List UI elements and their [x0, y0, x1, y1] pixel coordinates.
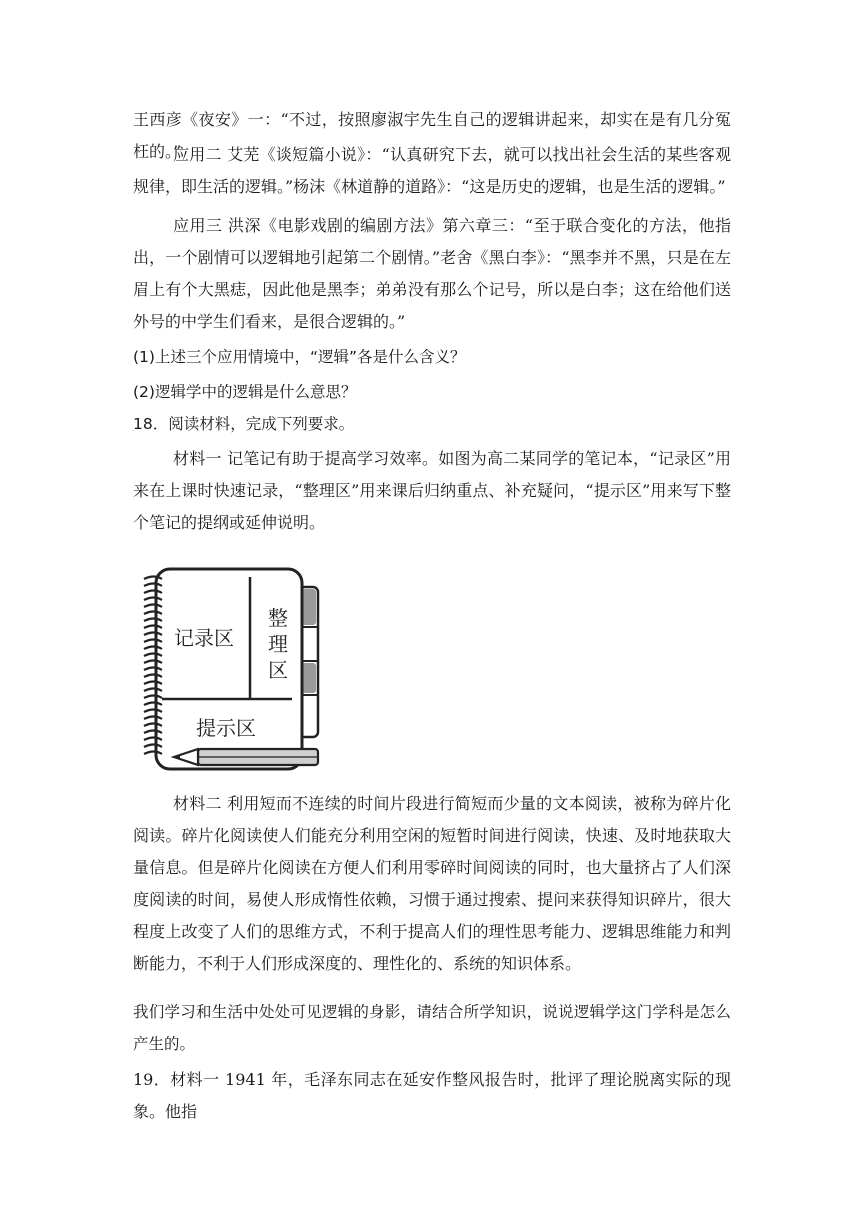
label-hint-area: 提示区: [196, 716, 256, 740]
label-record-area: 记录区: [174, 626, 234, 650]
notebook-illustration: [140, 565, 325, 775]
material-2: 材料二 利用短而不连续的时间片段进行简短而少量的文本阅读，被称为碎片化阅读。碎片化阅读使人们能充分利用空闲的短暂时间进行阅读，快速、及时地获取大量信息。但是碎片化阅读在方便人们利用零碎时间阅读的同时，也大量挤占了人们深度阅读的时间，易使人形成惰性依赖，习惯于通过搜索、提问来获得知识碎片，很大程度上改变了人们的思维方式，不利于提高人们的理性思考能力、逻辑思维能力和判断能力，不利于人们形成深度的、理性化的、系统的知识体系。: [133, 794, 731, 973]
question-1: (1)上述三个应用情境中，“逻辑”各是什么含义？: [133, 348, 466, 366]
label-organize-area-2: 理: [268, 632, 288, 656]
material-1: 材料一 记笔记有助于提高学习效率。如图为高二某同学的笔记本，“记录区”用来在上课时快速记录，“整理区”用来课后归纳重点、补充疑问，“提示区”用来写下整个笔记的提纲或延伸说明。: [133, 449, 731, 532]
label-organize-area-1: 整: [268, 606, 288, 630]
paragraph-application-2: 应用二 艾芜《谈短篇小说》：“认真研究下去，就可以找出社会生活的某些客观规律，即生活的逻辑。”杨沫《林道静的道路》：“这是历史的逻辑，也是生活的逻辑。”: [133, 145, 731, 196]
label-organize-area-3: 区: [268, 658, 288, 682]
question-19-start: 19．材料一 1941 年，毛泽东同志在延安作整风报告时，批评了理论脱离实际的现象。他指: [133, 1070, 731, 1121]
question-2: (2)逻辑学中的逻辑是什么意思？: [133, 383, 357, 401]
paragraph-application-3: 应用三 洪深《电影戏剧的编剧方法》第六章三：“至于联合变化的方法，他指出，一个剧情可以逻辑地引起第二个剧情。”老舍《黑白李》：“黑李并不黑，只是在左眉上有个大黑痣，因此他是黑李；弟弟没有那么个记号，所以是白李；这在给他们送外号的中学生们看来，是很合逻辑的。”: [133, 216, 731, 331]
pencil-icon: [174, 749, 318, 765]
paragraph-quote-wang: 王西彦《夜安》一：“不过，按照廖淑宇先生自己的逻辑讲起来，却实在是有几分冤枉的。”: [133, 110, 731, 161]
question-ask: 我们学习和生活中处处可见逻辑的身影，请结合所学知识，说说逻辑学这门学科是怎么产生的。: [133, 1003, 731, 1053]
question-18-heading: 18．阅读材料，完成下列要求。: [133, 415, 355, 433]
